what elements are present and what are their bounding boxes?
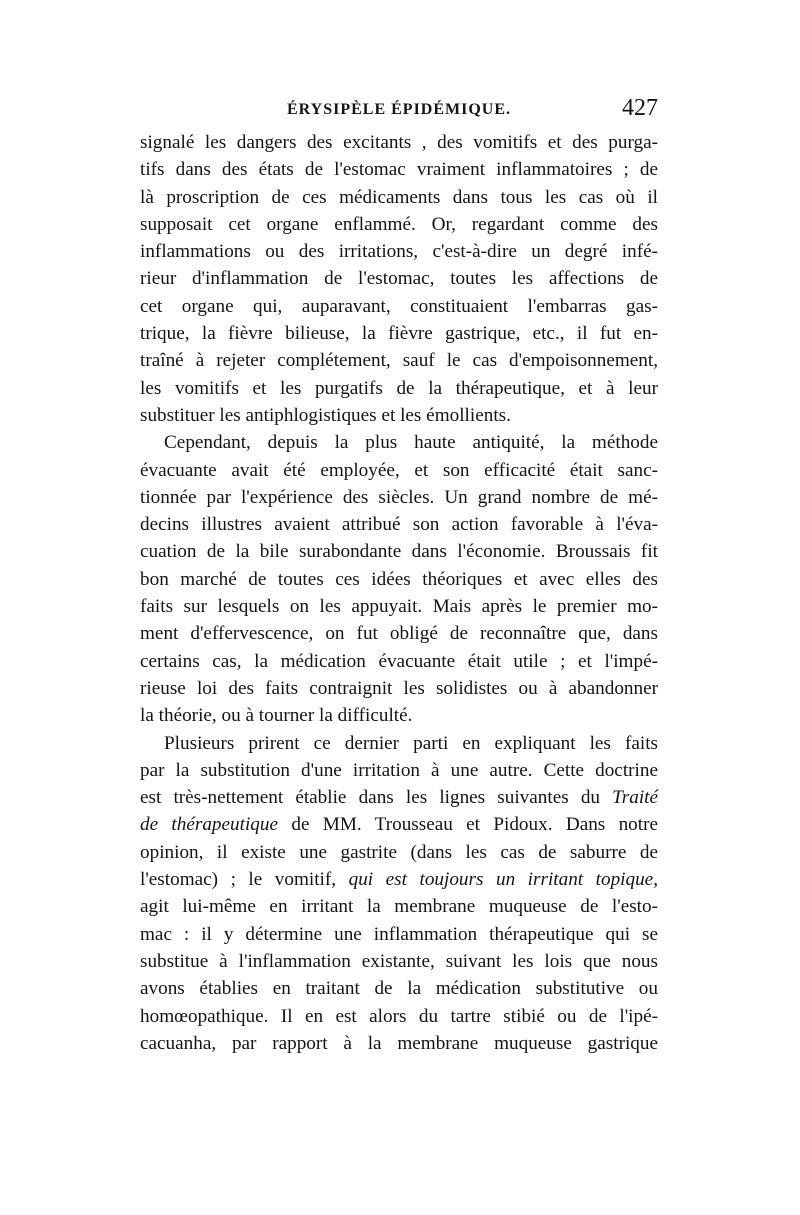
quotation-italic: qui est toujours un irritant topique, (348, 869, 658, 891)
book-title-italic: de thérapeutique (140, 814, 279, 836)
text-line: la théorie, ou à tourner la difficulté. (140, 705, 413, 727)
book-page (140, 95, 658, 1057)
text-line (140, 866, 658, 893)
text-line: traîné à rejeter complétement, sauf le cas d'empoisonnement, (140, 350, 658, 372)
text-line: signalé les dangers des excitants , des vomitifs et des purga- (140, 132, 658, 153)
paragraph-3 (140, 730, 658, 1058)
text-segment: est très-nettement établie dans les lignes suivantes du (140, 787, 601, 809)
text-line: tionnée par l'expérience des siècles. Un grand nombre de mé- (140, 486, 658, 508)
body-text (140, 129, 658, 1057)
text-line: mac : il y détermine une inflammation thérapeutique qui se (140, 923, 658, 945)
text-line: bon marché de toutes ces idées théoriques et avec elles des (140, 568, 658, 590)
running-head (140, 95, 658, 129)
text-line: faits sur lesquels on les appuyait. Mais après le premier mo- (140, 596, 658, 618)
text-line: cacuanha, par rapport à la membrane muqueuse gastrique (140, 1032, 658, 1054)
text-line: tifs dans des états de l'estomac vraiment inflammatoires ; de (140, 159, 658, 181)
text-line: cuation de la bile surabondante dans l'économie. Broussais fit (140, 541, 658, 563)
text-line: homœopathique. Il en est alors du tartre stibié ou de l'ipé- (140, 1005, 658, 1027)
text-line: ment d'effervescence, on fut obligé de reconnaître que, dans (140, 623, 658, 645)
text-line: par la substitution d'une irritation à une autre. Cette doctrine (140, 759, 658, 781)
text-line: cet organe qui, auparavant, constituaient l'embarras gas- (140, 295, 658, 317)
text-line: substitue à l'inflammation existante, suivant les lois que nous (140, 950, 658, 972)
text-segment: de MM. Trousseau et Pidoux. Dans notre (291, 814, 659, 836)
text-line: là proscription de ces médicaments dans tous les cas où il (140, 186, 658, 208)
text-segment: l'estomac) ; le vomitif, (140, 869, 337, 891)
running-title: ÉRYSIPÈLE ÉPIDÉMIQUE. (286, 101, 512, 118)
text-line: certains cas, la médication évacuante était utile ; et l'impé- (140, 650, 658, 672)
text-line: Plusieurs prirent ce dernier parti en expliquant les faits (164, 732, 658, 754)
page-number: 427 (622, 95, 658, 121)
text-line: supposait cet organe enflammé. Or, regardant comme des (140, 213, 658, 235)
text-line: rieuse loi des faits contraignit les solidistes ou à abandonner (140, 677, 658, 699)
text-line (140, 811, 658, 838)
text-line: decins illustres avaient attribué son action favorable à l'éva- (140, 514, 658, 536)
paragraph-1 (140, 129, 658, 429)
text-line: substituer les antiphlogistiques et les émollients. (140, 404, 511, 426)
text-line: les vomitifs et les purgatifs de la thérapeutique, et à leur (140, 377, 658, 399)
text-line: Cependant, depuis la plus haute antiquité, la méthode (164, 432, 658, 454)
text-line: inflammations ou des irritations, c'est-à-dire un degré infé- (140, 241, 658, 263)
text-line (140, 784, 658, 811)
text-line: trique, la fièvre bilieuse, la fièvre gastrique, etc., il fut en- (140, 323, 658, 345)
paragraph-2 (140, 429, 658, 729)
text-line: opinion, il existe une gastrite (dans les cas de saburre de (140, 841, 658, 863)
text-line: agit lui-même en irritant la membrane muqueuse de l'esto- (140, 896, 658, 918)
book-title-italic: Traité (612, 787, 659, 809)
text-line: évacuante avait été employée, et son efficacité était sanc- (140, 459, 658, 481)
text-line: avons établies en traitant de la médication substitutive ou (140, 978, 658, 1000)
text-line: rieur d'inflammation de l'estomac, toutes les affections de (140, 268, 658, 290)
